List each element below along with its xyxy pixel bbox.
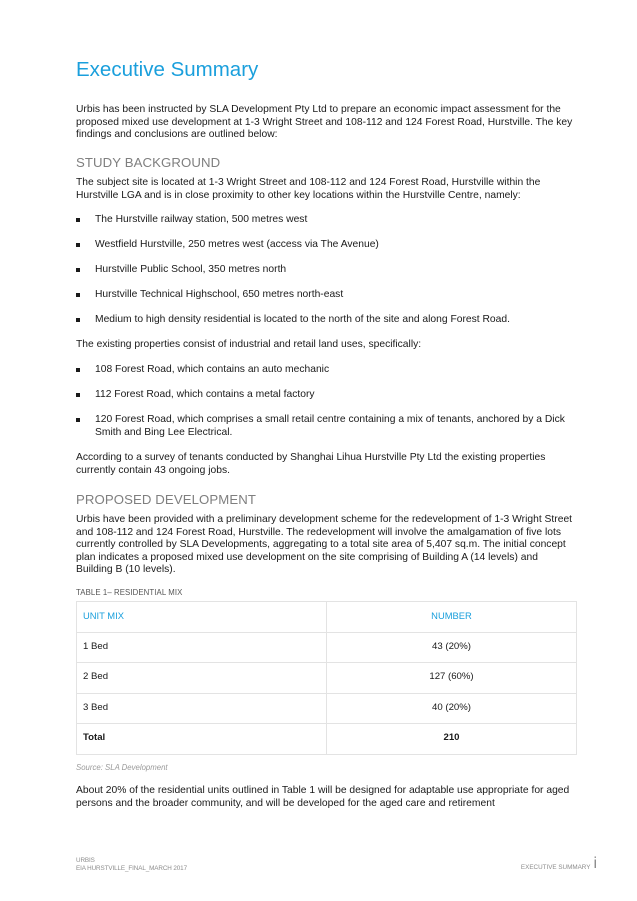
bullet-icon [76, 293, 80, 297]
list-item-text: Hurstville Technical Highschool, 650 metres north-east [95, 289, 344, 300]
list-item-text: The Hurstville railway station, 500 metres west [95, 214, 308, 225]
tenant-survey-paragraph: According to a survey of tenants conducted by Shanghai Lihua Hurstville Pty Ltd the existing properties currently contain 43 ongoing jobs. [76, 452, 546, 476]
page-number: i [593, 855, 597, 872]
list-item-text: 112 Forest Road, which contains a metal factory [95, 389, 315, 400]
cell-unit-mix: 3 Bed [77, 693, 327, 724]
table-source: Source: SLA Development [76, 763, 168, 772]
study-background-heading: STUDY BACKGROUND [76, 155, 221, 170]
bullet-icon [76, 368, 80, 372]
column-header-number: NUMBER [327, 602, 577, 633]
list-item-text: Westfield Hurstville, 250 metres west (access via The Avenue) [95, 239, 379, 250]
table-row [77, 693, 577, 724]
list-item-text: 108 Forest Road, which contains an auto mechanic [95, 364, 330, 375]
cell-unit-mix: 2 Bed [77, 663, 327, 694]
adaptable-units-paragraph: About 20% of the residential units outlined in Table 1 will be designed for adaptable use appropriate for aged persons and the broader community, and will be developed for the aged care and retirement [76, 785, 570, 809]
table-row [77, 632, 577, 663]
footer-right [521, 857, 597, 871]
bullet-icon [76, 243, 80, 247]
cell-number: 127 (60%) [327, 663, 577, 694]
footer-section: EXECUTIVE SUMMARY [520, 864, 591, 871]
column-header-unit-mix: UNIT MIX [77, 602, 327, 633]
cell-number: 43 (20%) [327, 632, 577, 663]
cell-number: 40 (20%) [327, 693, 577, 724]
cell-unit-mix: 1 Bed [77, 632, 327, 663]
study-background-paragraph: The subject site is located at 1-3 Wright Street and 108-112 and 124 Forest Road, Hurstville within the Hurstville LGA and is in close proximity to other key locations within the Hurstville Centre, namely: [76, 177, 541, 201]
cell-total-label: Total [77, 724, 327, 755]
list-item-text: Medium to high density residential is located to the north of the site and along Forest Road. [95, 314, 510, 325]
table-total-row [77, 724, 577, 755]
footer-left [76, 857, 187, 873]
table-header-row [77, 602, 577, 633]
residential-mix-table [76, 601, 577, 755]
footer-org: URBIS [76, 857, 95, 864]
cell-total-value: 210 [327, 724, 577, 755]
table-row [77, 663, 577, 694]
table-caption: TABLE 1– RESIDENTIAL MIX [76, 588, 183, 597]
page-title: Executive Summary [76, 58, 259, 81]
bullet-icon [76, 393, 80, 397]
proposed-development-heading: PROPOSED DEVELOPMENT [76, 492, 257, 507]
existing-properties-paragraph: The existing properties consist of industrial and retail land uses, specifically: [76, 339, 422, 350]
bullet-icon [76, 268, 80, 272]
intro-paragraph: Urbis has been instructed by SLA Development Pty Ltd to prepare an economic impact assessment for the proposed mixed use development at 1-3 Wright Street and 108-112 and 124 Forest Road, Hurstville. The key findings and conclusions are outlined below: [76, 104, 573, 141]
list-item-text: Hurstville Public School, 350 metres north [95, 264, 287, 275]
proposed-development-paragraph: Urbis have been provided with a preliminary development scheme for the redevelopment of 1-3 Wright Street and 108-112 and 124 Forest Road, Hurstville. The redevelopment will involve the amalgamation of five lots currently controlled by SLA Developments, aggregating to a total site area of 5,407 sq.m. The initial concept plan indicates a proposed mixed use development on the site comprising of Building A (14 levels) and Building B (10 levels). [76, 514, 573, 576]
bullet-icon [76, 318, 80, 322]
bullet-icon [76, 218, 80, 222]
bullet-icon [76, 418, 80, 422]
list-item-text: 120 Forest Road, which comprises a small retail centre containing a mix of tenants, anchored by a Dick Smith and Bing Lee Electrical. [95, 414, 565, 438]
footer-doc-name: EIA HURSTVILLE_FINAL_MARCH 2017 [76, 865, 187, 872]
